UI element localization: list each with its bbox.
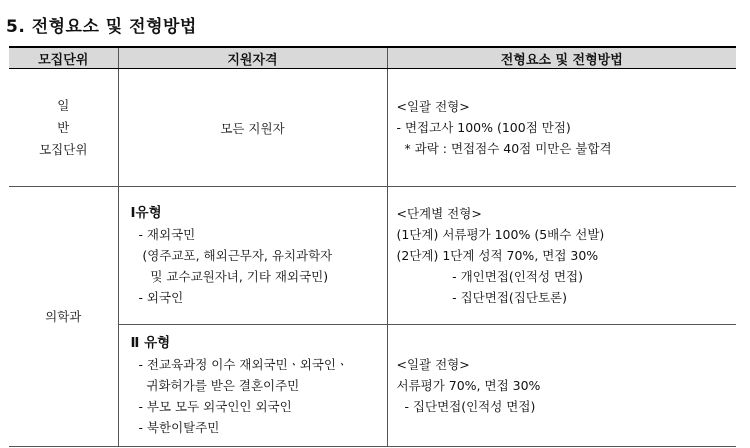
header-recruit-unit: 모집단위: [9, 47, 118, 69]
type2-qualification-line: - 북한이탈주민: [130, 420, 220, 435]
type1-method-line: (1단계) 서류평가 100% (5배수 선발): [396, 227, 605, 242]
table-row-general: [9, 69, 736, 187]
medicine-unit-label: 의학과: [45, 308, 82, 324]
type2-qualification-line: 귀화허가를 받은 결혼이주민: [130, 378, 300, 393]
header-qualification: 지원자격: [118, 47, 387, 69]
table-header-row: [9, 47, 736, 69]
type1-method-line: - 집단면접(집단토론): [396, 290, 567, 305]
type1-method-line: - 개인면접(인적성 면접): [396, 269, 584, 284]
type1-qualification-line: - 재외국민: [130, 227, 196, 242]
general-method-cell: [387, 69, 736, 187]
type2-method-cell: [387, 325, 736, 447]
section-title: 5. 전형요소 및 전형방법: [6, 17, 197, 37]
table-row-medicine-type2: [9, 325, 736, 447]
general-method-line: <일괄 전형>: [396, 99, 470, 114]
type2-qualification-line: - 부모 모두 외국인인 외국인: [130, 399, 292, 414]
general-unit-label-line2: 모집단위: [39, 141, 88, 157]
medicine-unit-cell: [9, 187, 118, 447]
general-unit-label-line1: 일반: [57, 97, 114, 135]
type2-method-line: - 집단면접(인적성 면접): [396, 399, 536, 414]
type1-method-cell: [387, 187, 736, 325]
type2-heading: Ⅱ 유형: [130, 335, 171, 351]
general-method-line: * 과락 : 면접점수 40점 미만은 불합격: [396, 141, 612, 156]
type1-heading: Ⅰ유형: [130, 205, 162, 221]
type2-qualification-line: - 전교육과정 이수 재외국민ㆍ외국인ㆍ: [130, 357, 349, 372]
header-method: 전형요소 및 전형방법: [387, 47, 736, 69]
type1-qualification-cell: [118, 187, 387, 325]
general-unit-cell: [9, 69, 118, 187]
type1-method-line: <단계별 전형>: [396, 206, 482, 221]
table-row-medicine-type1: [9, 187, 736, 325]
type2-method-line: 서류평가 70%, 면접 30%: [396, 378, 541, 393]
type1-method-line: (2단계) 1단계 성적 70%, 면접 30%: [396, 248, 599, 263]
type1-qualification-line: - 외국인: [130, 290, 184, 305]
type1-qualification-line: (영주교포, 해외근무자, 유치과학자: [130, 248, 333, 263]
type2-qualification-cell: [118, 325, 387, 447]
general-method-line: - 면접고사 100% (100점 만점): [396, 120, 571, 135]
type2-method-line: <일괄 전형>: [396, 357, 470, 372]
type1-qualification-line: 및 교수교원자녀, 기타 재외국민): [130, 269, 329, 284]
admission-method-table: [9, 46, 736, 447]
general-qualification: 모든 지원자: [118, 69, 387, 187]
